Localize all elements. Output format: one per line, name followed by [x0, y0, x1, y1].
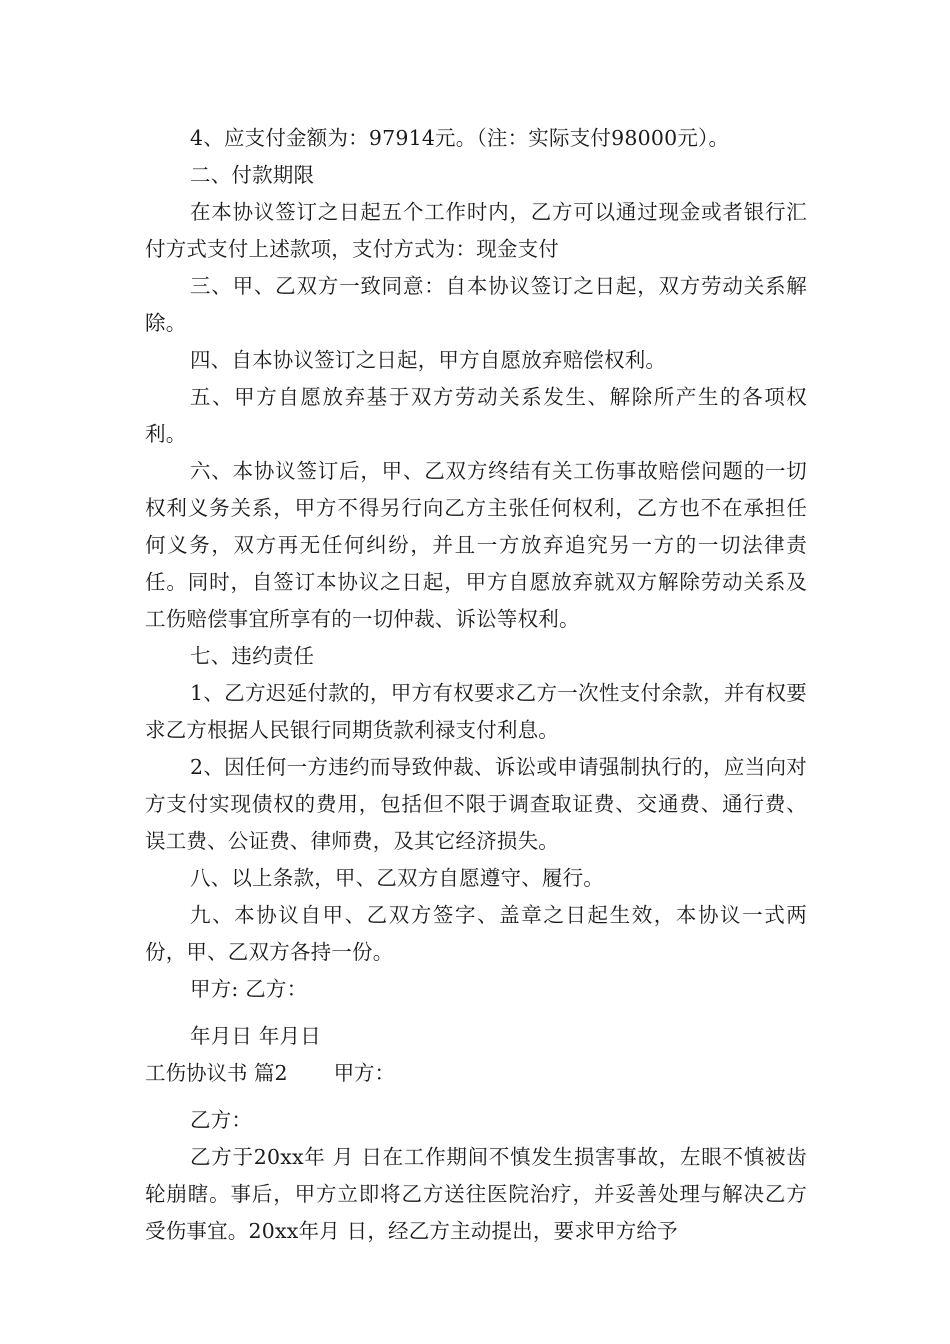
heading-breach-liability: 七、违约责任 — [190, 644, 315, 668]
section-title-line — [145, 1055, 807, 1092]
paragraph-payment-amount: 4、应支付金额为：97914元。（注：实际支付98000元）。 — [190, 126, 730, 150]
paragraph-clause-three: 三、甲、乙双方一致同意：自本协议签订之日起，双方劳动关系解除。 — [145, 274, 807, 335]
document-page — [145, 120, 807, 1250]
party-b-label: 乙方： — [190, 1108, 253, 1132]
paragraph-payment-method: 在本协议签订之日起五个工作时内，乙方可以通过现金或者银行汇付方式支付上述款项，支付方式为：现金支付 — [145, 200, 807, 261]
paragraph-clause-five: 五、甲方自愿放弃基于双方劳动关系发生、解除所产生的各项权利。 — [145, 385, 807, 446]
paragraph-breach-one: 1、乙方迟延付款的，甲方有权要求乙方一次性支付余款，并有权要求乙方根据人民银行同期货款利禄支付利息。 — [145, 681, 807, 742]
paragraph-clause-six: 六、本协议签订后，甲、乙双方终结有关工伤事故赔偿问题的一切权利义务关系，甲方不得另行向乙方主张任何权利，乙方也不在承担任何义务，双方再无任何纠纷，并且一方放弃追究另一方的一切法律责任。同时，自签订本协议之日起，甲方自愿放弃就双方解除劳动关系及工伤赔偿事宜所享有的一切仲裁、诉讼等权利。 — [145, 459, 807, 631]
paragraph-clause-four: 四、自本协议签订之日起，甲方自愿放弃赔偿权利。 — [190, 348, 667, 372]
section-party-a: 甲方： — [333, 1061, 396, 1085]
paragraph-breach-two: 2、因任何一方违约而导致仲裁、诉讼或申请强制执行的，应当向对方支付实现债权的费用，包括但不限于调查取证费、交通费、通行费、误工费、公证费、律师费，及其它经济损失。 — [145, 755, 807, 853]
signature-parties: 甲方: 乙方： — [190, 977, 308, 1001]
paragraph-clause-eight: 八、以上条款，甲、乙双方自愿遵守、履行。 — [190, 866, 604, 890]
signature-dates: 年月日 年月日 — [190, 1024, 321, 1048]
paragraph-incident: 乙方于20xx年 月 日在工作期间不慎发生损害事故，左眼不慎被齿轮崩瞎。事后，甲方立即将乙方送往医院治疗，并妥善处理与解决乙方受伤事宜。20xx年月 日，经乙方主动提出，要求甲方给予 — [145, 1145, 807, 1243]
heading-payment-deadline: 二、付款期限 — [190, 163, 315, 187]
paragraph-clause-nine: 九、本协议自甲、乙双方签字、盖章之日起生效，本协议一式两份，甲、乙双方各持一份。 — [145, 903, 807, 964]
section-title: 工伤协议书 篇2 — [145, 1061, 288, 1085]
